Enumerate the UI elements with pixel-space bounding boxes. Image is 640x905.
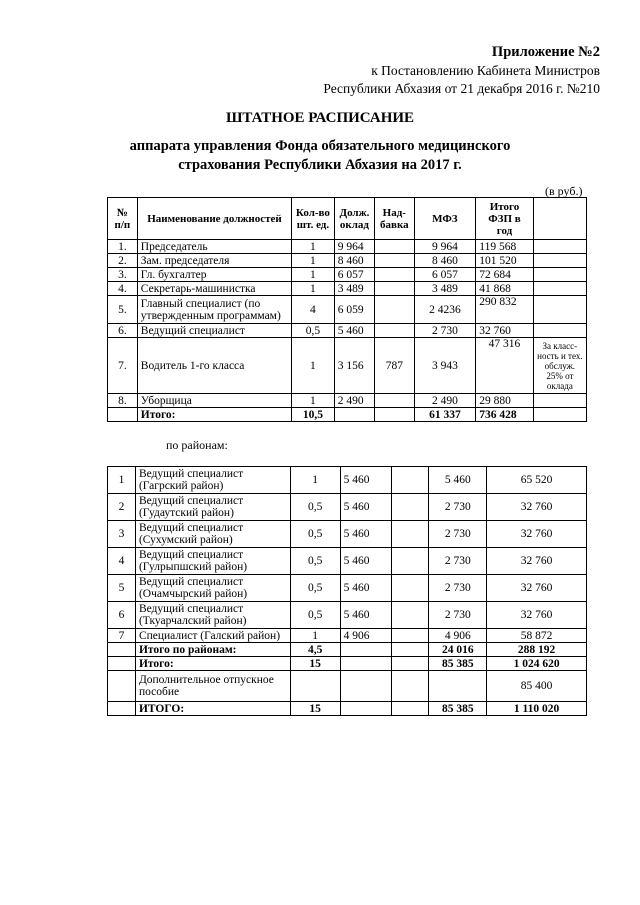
cell-position: Гл. бухгалтер (137, 268, 291, 282)
grand-total-annual: 1 110 020 (487, 702, 587, 716)
cell-quantity: 0,5 (290, 494, 340, 521)
cell-number: 6 (108, 602, 136, 629)
total-quantity: 15 (290, 657, 340, 671)
cell-total: 119 568 (476, 240, 533, 254)
total-row (108, 408, 587, 422)
table-row (108, 254, 587, 268)
cell-number: 7 (108, 629, 136, 643)
staff-table (107, 197, 587, 422)
appendix-line2: Республики Абхазия от 21 декабря 2016 г. №210 (323, 81, 600, 96)
cell-total: 72 684 (476, 268, 533, 282)
cell-quantity: 0,5 (290, 602, 340, 629)
cell-note (533, 268, 586, 282)
cell-mfz: 2 730 (429, 521, 487, 548)
cell-note (533, 324, 586, 338)
table-row (108, 467, 587, 494)
subtotal-label: Итого по районам: (135, 643, 290, 657)
appendix-title: Приложение №2 (491, 44, 600, 60)
cell-quantity: 1 (290, 467, 340, 494)
cell-mfz: 6 057 (414, 268, 476, 282)
cell-position: Ведущий специалист (Сухумский район) (135, 521, 290, 548)
cell-mfz: 2 730 (429, 494, 487, 521)
cell-position: Зам. председателя (137, 254, 291, 268)
cell-total: 32 760 (487, 602, 587, 629)
cell-quantity: 0,5 (290, 575, 340, 602)
total-label: Итого: (137, 408, 291, 422)
cell-position: Ведущий специалист (Гудаутский район) (135, 494, 290, 521)
cell-quantity: 1 (292, 338, 335, 394)
appendix-line1: к Постановлению Кабинета Министров (371, 63, 600, 78)
cell-bonus (375, 240, 414, 254)
cell-bonus (375, 394, 414, 408)
cell-bonus (375, 296, 414, 324)
cell-salary: 8 460 (334, 254, 374, 268)
cell-mfz: 2 730 (414, 324, 476, 338)
cell-total: 47 316 (476, 338, 533, 394)
cell-bonus: 787 (375, 338, 414, 394)
cell-total: 32 760 (487, 521, 587, 548)
col-number: № п/п (108, 198, 138, 240)
cell-note (533, 240, 586, 254)
cell-bonus (375, 268, 414, 282)
cell-mfz: 2 730 (429, 602, 487, 629)
cell-total: 41 868 (476, 282, 533, 296)
cell-bonus (375, 282, 414, 296)
cell-position: Председатель (137, 240, 291, 254)
subtotal-annual: 288 192 (487, 643, 587, 657)
cell-quantity: 1 (292, 394, 335, 408)
appendix-header (323, 44, 600, 97)
cell-quantity: 4 (292, 296, 335, 324)
cell-position: Ведущий специалист (Гагрский район) (135, 467, 290, 494)
table-row (108, 268, 587, 282)
cell-mfz: 2 730 (429, 575, 487, 602)
cell-total: 65 520 (487, 467, 587, 494)
cell-position: Ведущий специалист (137, 324, 291, 338)
subtotal-regions-row (108, 643, 587, 657)
table-row (108, 629, 587, 643)
cell-position: Секретарь-машинистка (137, 282, 291, 296)
cell-position: Уборщица (137, 394, 291, 408)
cell-note (533, 254, 586, 268)
cell-salary: 5 460 (340, 602, 392, 629)
subtotal-mfz: 24 016 (429, 643, 487, 657)
cell-salary: 5 460 (334, 324, 374, 338)
cell-mfz: 3 943 (414, 338, 476, 394)
extra-leave-row (108, 671, 587, 702)
currency-note: (в руб.) (545, 184, 583, 198)
col-annual-total: Итого ФЗП в год (476, 198, 533, 240)
staff-table-header (108, 198, 587, 240)
cell-bonus (375, 324, 414, 338)
cell-number: 5. (108, 296, 138, 324)
cell-note (533, 394, 586, 408)
cell-salary: 3 489 (334, 282, 374, 296)
cell-position: Специалист (Галский район) (135, 629, 290, 643)
cell-quantity: 0,5 (290, 521, 340, 548)
total-row (108, 657, 587, 671)
table-row (108, 296, 587, 324)
cell-total: 32 760 (487, 575, 587, 602)
grand-total-row (108, 702, 587, 716)
cell-position: Водитель 1-го класса (137, 338, 291, 394)
table-row (108, 338, 587, 394)
cell-note (533, 282, 586, 296)
regions-table (107, 466, 587, 716)
table-row (108, 394, 587, 408)
cell-mfz: 4 906 (429, 629, 487, 643)
total-quantity: 10,5 (292, 408, 335, 422)
cell-salary: 4 906 (340, 629, 392, 643)
cell-number: 2 (108, 494, 136, 521)
table-row (108, 494, 587, 521)
col-quantity: Кол-во шт. ед. (292, 198, 335, 240)
cell-mfz: 2 490 (414, 394, 476, 408)
cell-position: Ведущий специалист (Ткуарчалский район) (135, 602, 290, 629)
cell-salary: 3 156 (334, 338, 374, 394)
cell-quantity: 1 (292, 282, 335, 296)
cell-mfz: 2 4236 (414, 296, 476, 324)
cell-position: Главный специалист (по утвержденным программам) (137, 296, 291, 324)
total-annual: 736 428 (476, 408, 533, 422)
doc-title: ШТАТНОЕ РАСПИСАНИЕ (225, 110, 415, 126)
cell-quantity: 0,5 (290, 548, 340, 575)
cell-salary: 9 964 (334, 240, 374, 254)
cell-salary: 5 460 (340, 575, 392, 602)
cell-number: 4. (108, 282, 138, 296)
total-label: Итого: (135, 657, 290, 671)
table-row (108, 602, 587, 629)
grand-total-quantity: 15 (290, 702, 340, 716)
cell-mfz: 3 489 (414, 282, 476, 296)
col-bonus: Над-бавка (375, 198, 414, 240)
cell-quantity: 1 (292, 268, 335, 282)
grand-total-mfz: 85 385 (429, 702, 487, 716)
cell-total: 58 872 (487, 629, 587, 643)
table-row (108, 282, 587, 296)
subtotal-quantity: 4,5 (290, 643, 340, 657)
total-mfz: 85 385 (429, 657, 487, 671)
cell-quantity: 1 (290, 629, 340, 643)
cell-salary: 5 460 (340, 548, 392, 575)
cell-salary: 6 059 (334, 296, 374, 324)
cell-number: 7. (108, 338, 138, 394)
col-note (533, 198, 586, 240)
cell-mfz: 2 730 (429, 548, 487, 575)
cell-number: 3. (108, 268, 138, 282)
cell-mfz: 5 460 (429, 467, 487, 494)
extra-leave-label: Дополнительное отпускное пособие (135, 671, 290, 702)
cell-total: 32 760 (487, 548, 587, 575)
cell-mfz: 9 964 (414, 240, 476, 254)
col-mfz: МФЗ (414, 198, 476, 240)
table-row (108, 548, 587, 575)
cell-mfz: 8 460 (414, 254, 476, 268)
table-row (108, 575, 587, 602)
cell-total: 32 760 (476, 324, 533, 338)
cell-number: 1. (108, 240, 138, 254)
cell-salary: 5 460 (340, 467, 392, 494)
cell-number: 1 (108, 467, 136, 494)
cell-number: 3 (108, 521, 136, 548)
cell-salary: 2 490 (334, 394, 374, 408)
col-position: Наименование должностей (137, 198, 291, 240)
cell-note: За класс-ность и тех. обслуж. 25% от оклада (533, 338, 586, 394)
cell-number: 5 (108, 575, 136, 602)
cell-number: 4 (108, 548, 136, 575)
table-row (108, 324, 587, 338)
cell-number: 6. (108, 324, 138, 338)
cell-salary: 5 460 (340, 494, 392, 521)
cell-total: 29 880 (476, 394, 533, 408)
cell-quantity: 1 (292, 254, 335, 268)
cell-total: 290 832 (476, 296, 533, 324)
table-row (108, 521, 587, 548)
cell-note (533, 296, 586, 324)
cell-total: 101 520 (476, 254, 533, 268)
doc-subtitle-2: страхования Республики Абхазия на 2017 г. (178, 157, 462, 173)
doc-subtitle-1: аппарата управления Фонда обязательного медицинского (129, 138, 511, 154)
grand-total-label: ИТОГО: (135, 702, 290, 716)
table-row (108, 240, 587, 254)
total-mfz: 61 337 (414, 408, 476, 422)
cell-salary: 5 460 (340, 521, 392, 548)
by-region-label: по районам: (166, 438, 228, 452)
cell-quantity: 1 (292, 240, 335, 254)
cell-number: 2. (108, 254, 138, 268)
cell-position: Ведущий специалист (Гулрыпшский район) (135, 548, 290, 575)
cell-salary: 6 057 (334, 268, 374, 282)
col-salary: Долж. оклад (334, 198, 374, 240)
cell-number: 8. (108, 394, 138, 408)
extra-leave-total: 85 400 (487, 671, 587, 702)
cell-bonus (375, 254, 414, 268)
cell-quantity: 0,5 (292, 324, 335, 338)
cell-position: Ведущий специалист (Очамчырский район) (135, 575, 290, 602)
cell-total: 32 760 (487, 494, 587, 521)
total-annual: 1 024 620 (487, 657, 587, 671)
